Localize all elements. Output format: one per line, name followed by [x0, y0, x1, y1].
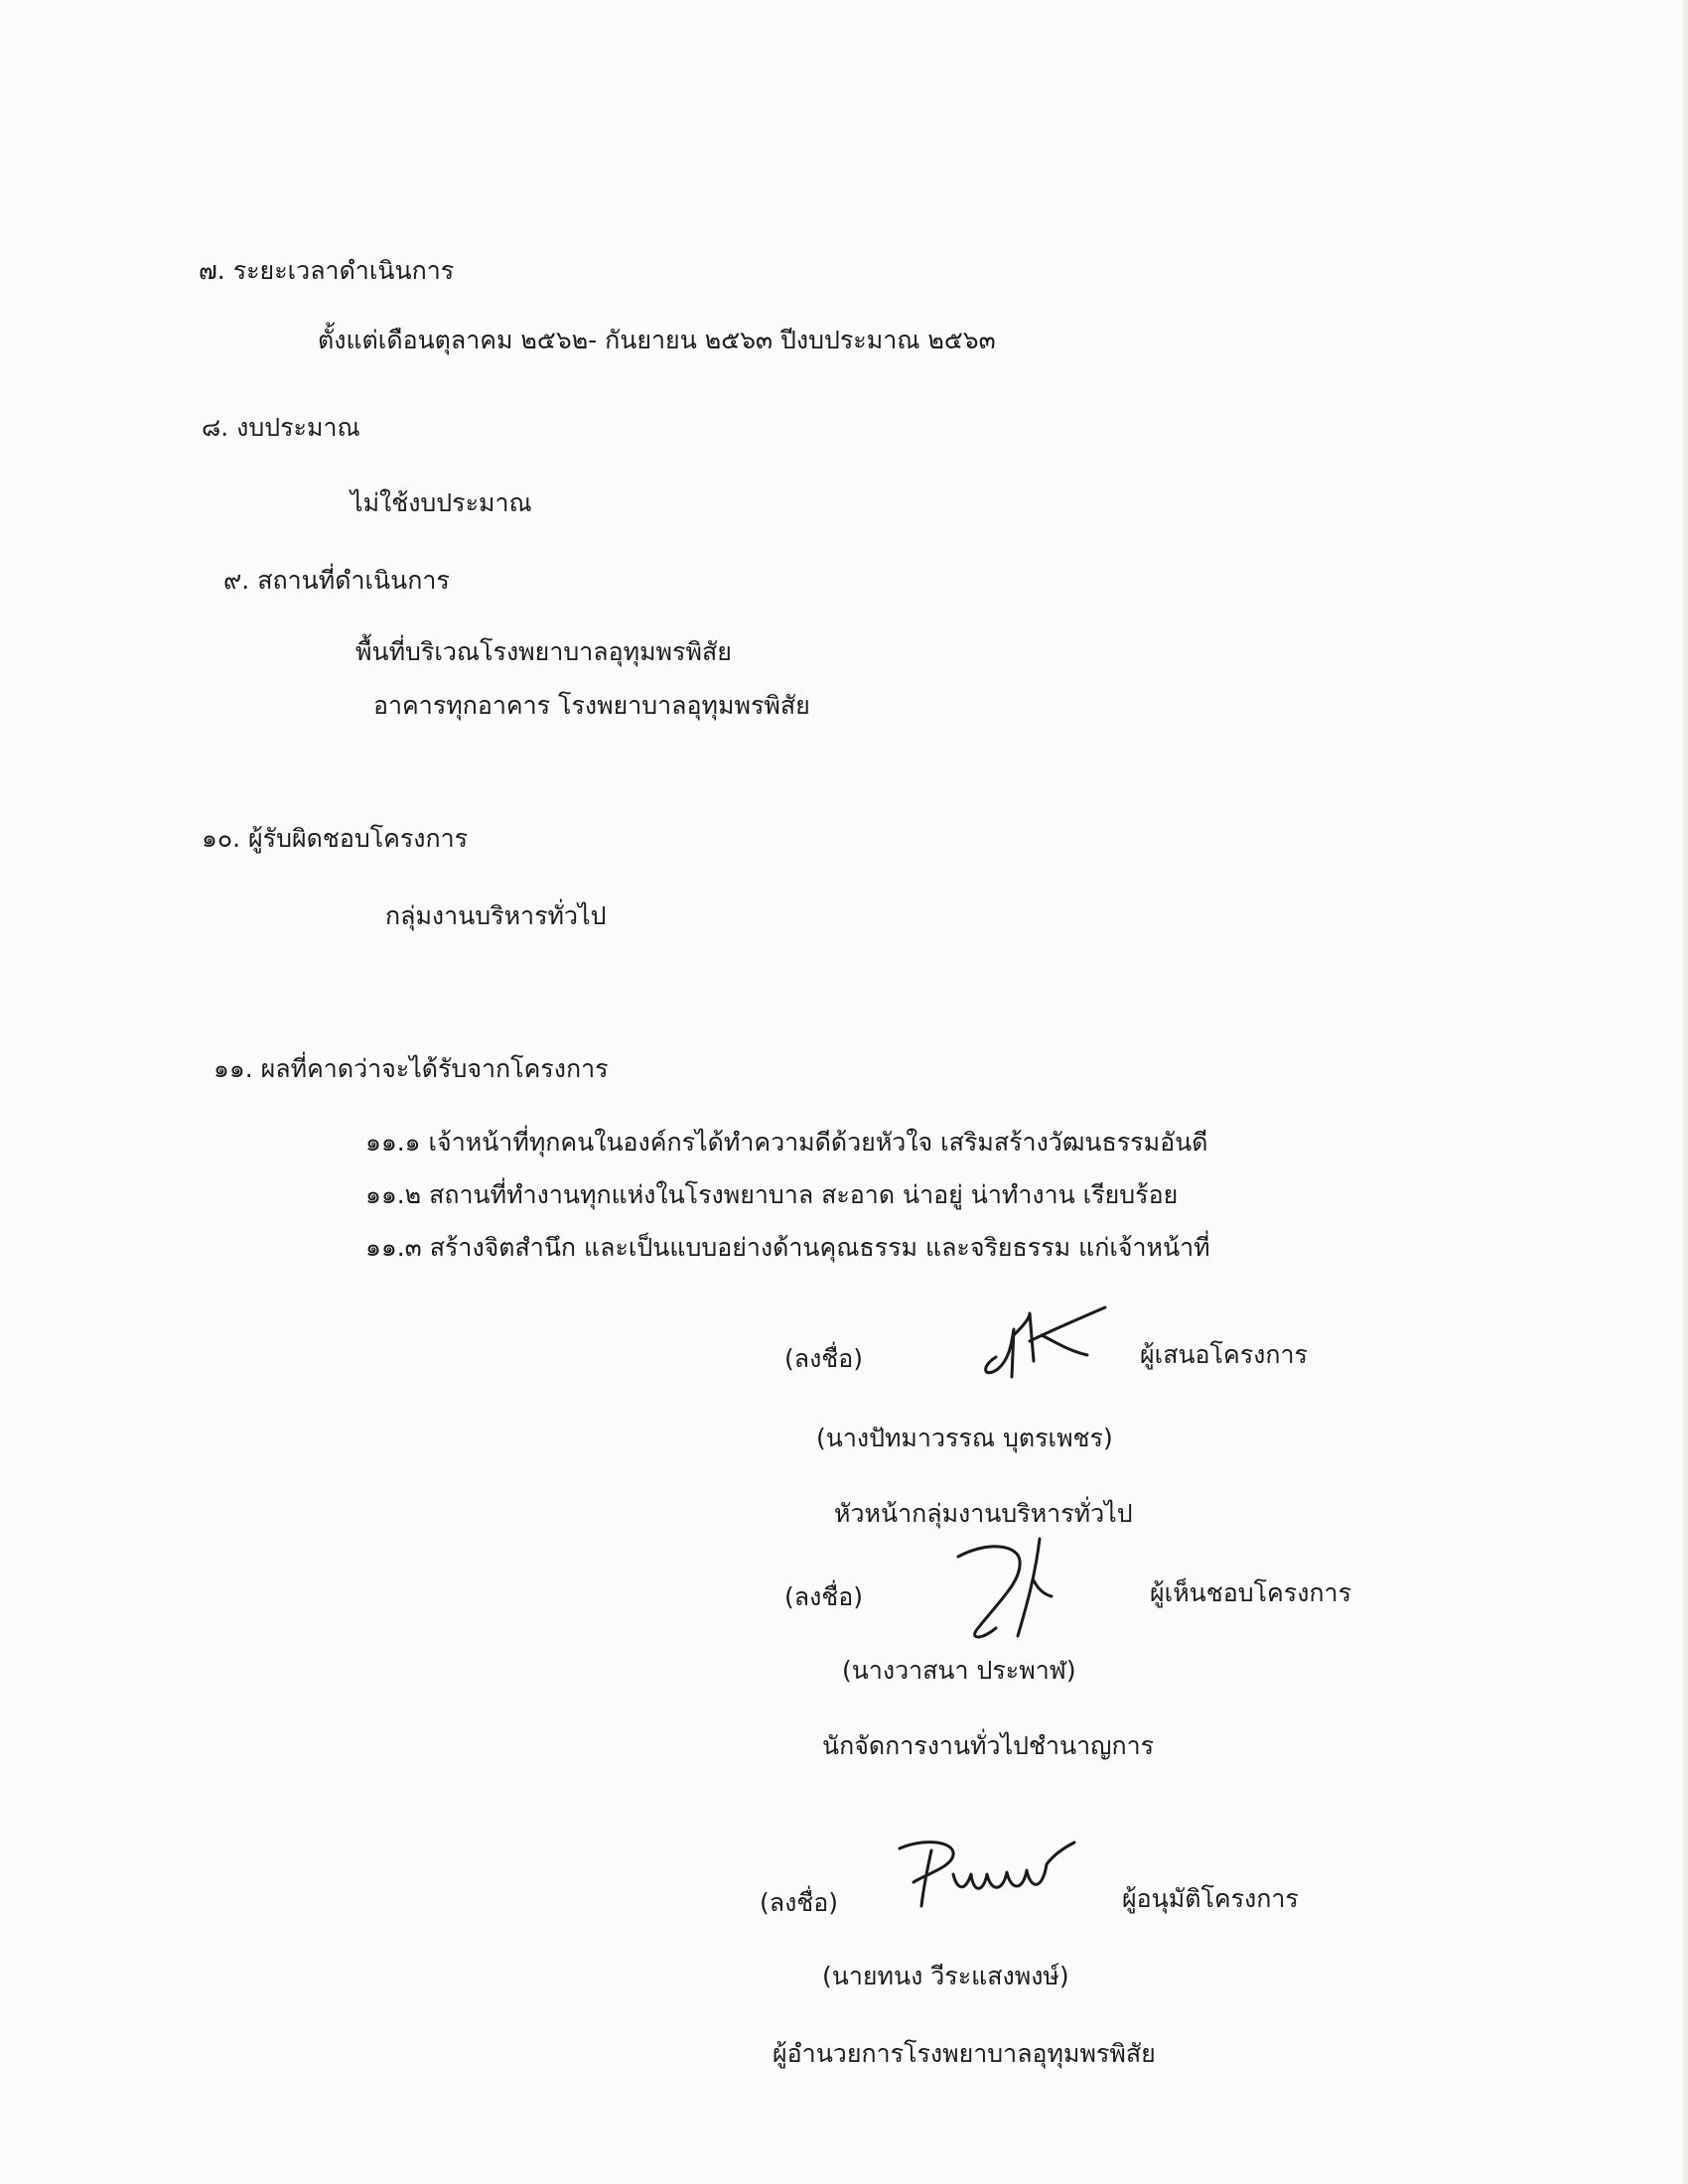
scan-edge-shadow: [1682, 0, 1688, 2184]
expected-result-2: ๑๑.๒ สถานที่ทำงานทุกแห่งในโรงพยาบาล สะอาด น่าอยู่ น่าทำงาน เรียบร้อย: [365, 1180, 1179, 1209]
section-8-text: ไม่ใช้งบประมาณ: [351, 488, 532, 517]
signature-2-position: นักจัดการงานทั่วไปชำนาญการ: [822, 1731, 1155, 1760]
signature-2-handwriting: [948, 1537, 1087, 1646]
signature-2-name: (นางวาสนา ประพาฬ): [842, 1656, 1076, 1685]
signature-1-position: หัวหน้ากลุ่มงานบริหารทั่วไป: [834, 1499, 1133, 1528]
section-9-text-1: พื้นที่บริเวณโรงพยาบาลอุทุมพรพิสัย: [355, 637, 732, 666]
signature-2-label: (ลงชื่อ): [784, 1582, 864, 1611]
signature-3-handwriting: [892, 1835, 1090, 1914]
signature-2-role: ผู้เห็นชอบโครงการ: [1150, 1578, 1352, 1607]
signature-1-name: (นางปัทมาวรรณ บุตรเพชร): [816, 1424, 1113, 1452]
signature-3-role: ผู้อนุมัติโครงการ: [1122, 1884, 1299, 1913]
section-8-heading: ๘. งบประมาณ: [202, 413, 360, 442]
signature-1-handwriting: [968, 1305, 1127, 1385]
section-7-heading: ๗. ระยะเวลาดำเนินการ: [199, 256, 455, 285]
expected-result-3: ๑๑.๓ สร้างจิตสำนึก และเป็นแบบอย่างด้านคุณธรรม และจริยธรรม แก่เจ้าหน้าที่: [365, 1233, 1210, 1262]
section-9-text-2: อาคารทุกอาคาร โรงพยาบาลอุทุมพรพิสัย: [373, 691, 810, 720]
signature-3-name: (นายทนง วีระแสงพงษ์): [822, 1962, 1069, 1990]
signature-1-role: ผู้เสนอโครงการ: [1140, 1340, 1308, 1369]
signature-3-position: ผู้อำนวยการโรงพยาบาลอุทุมพรพิสัย: [773, 2039, 1156, 2068]
section-11-heading: ๑๑. ผลที่คาดว่าจะได้รับจากโครงการ: [213, 1054, 609, 1083]
section-7-text: ตั้งแต่เดือนตุลาคม ๒๕๖๒- กันยายน ๒๕๖๓ ปีงบประมาณ ๒๕๖๓: [318, 326, 996, 354]
section-9-heading: ๙. สถานที่ดำเนินการ: [223, 566, 450, 595]
section-10-heading: ๑๐. ผู้รับผิดชอบโครงการ: [202, 824, 469, 853]
expected-result-1: ๑๑.๑ เจ้าหน้าที่ทุกคนในองค์กรได้ทำความดีด้วยหัวใจ เสริมสร้างวัฒนธรรมอันดี: [365, 1128, 1208, 1157]
signature-1-label: (ลงชื่อ): [784, 1344, 864, 1373]
signature-3-label: (ลงชื่อ): [760, 1888, 839, 1917]
section-10-text: กลุ่มงานบริหารทั่วไป: [385, 901, 607, 930]
